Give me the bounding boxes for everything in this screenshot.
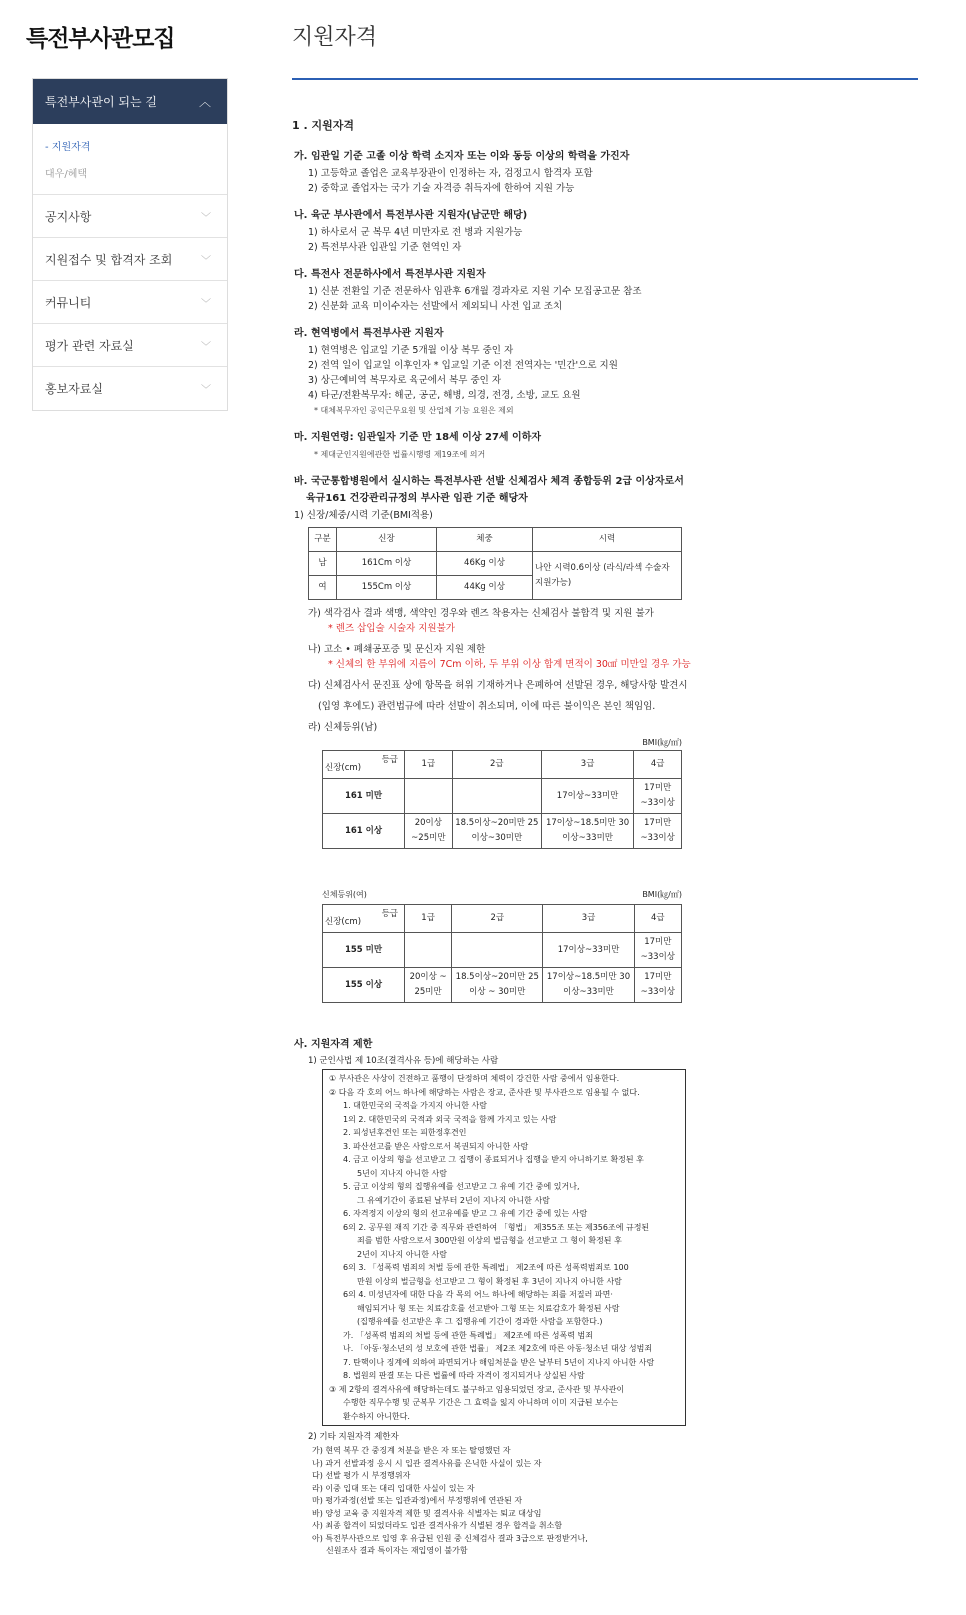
box-line: 죄를 범한 사람으로서 300만원 이상의 벌금형을 선고받고 그 형이 확정된 후 <box>357 1236 622 1245</box>
section-title: 다. 특전사 전문하사에서 특전부사관 지원자 <box>294 269 486 280</box>
list-item: 1) 현역병은 입교일 기준 5개월 이상 복무 중인 자 <box>308 345 514 356</box>
table-cell <box>452 779 541 814</box>
list-item: 가) 색각검사 결과 색맹, 색약인 경우와 렌즈 착용자는 신체검사 불합격 및 지원 불가 <box>308 608 654 619</box>
section-da <box>292 267 922 314</box>
menu-item-notice[interactable] <box>33 195 227 238</box>
menu-item-label: 홍보자료실 <box>45 382 103 396</box>
table-header: 체중 <box>437 528 533 552</box>
menu-item-label: 커뮤니티 <box>45 295 92 310</box>
note: * 제대군인지원에관한 법률시행령 제19조에 의거 <box>314 450 486 459</box>
box-line: 7. 탄핵이나 징계에 의하여 파면되거나 해임처분을 받은 날부터 5년이 지나지 아니한 사람 <box>343 1357 655 1367</box>
menu-head[interactable] <box>33 79 227 124</box>
table-header: 등급 <box>381 909 398 919</box>
body-standard-table <box>308 527 922 600</box>
box-line: 2년이 지나지 아니한 사람 <box>357 1249 447 1259</box>
table-header: 등급 <box>381 755 398 765</box>
table-cell: 155 미만 <box>323 933 405 968</box>
box-line: ② 다음 각 호의 어느 하나에 해당하는 사람은 장교, 준사관 및 부사관으로 임용될 수 없다. <box>329 1087 640 1097</box>
table-header: 신장(cm) <box>325 763 362 773</box>
female-grade-block <box>322 887 922 1003</box>
chevron-up-icon[interactable]: ︿ <box>198 95 211 109</box>
title-divider <box>292 78 918 80</box>
list-item: 라) 신체등위(남) <box>308 722 378 733</box>
chevron-down-icon: ﹀ <box>201 212 211 224</box>
list-item: 가) 현역 복무 간 중징계 처분을 받은 자 또는 탈영했던 자 <box>312 1446 511 1455</box>
misc-list <box>312 1445 922 1558</box>
section-na <box>292 208 922 255</box>
menu-item-eval[interactable] <box>33 324 227 367</box>
box-line: 만원 이상의 벌금형을 선고받고 그 형이 확정된 후 3년이 지나지 아니한 사람 <box>357 1276 622 1286</box>
section-title: 바. 국군통합병원에서 실시하는 특전부사관 선발 신체검사 체격 종합등위 2급 이상자로서 <box>294 476 684 487</box>
table-header: 1급 <box>405 905 452 933</box>
table-header: 시력 <box>533 528 682 552</box>
list-item: 1) 신장/체중/시력 기준(BMI적용) <box>294 510 433 521</box>
list-item: 라) 이중 입대 또는 대리 입대한 사실이 있는 자 <box>312 1483 475 1493</box>
table-header <box>323 905 405 933</box>
list-item: 1) 신분 전환일 기준 전문하사 임관후 6개월 경과자로 지원 기수 모집공고문 참조 <box>308 286 642 297</box>
restriction-box <box>322 1069 686 1426</box>
box-line: 환수하지 아니한다. <box>343 1411 410 1421</box>
table-header: 신장 <box>337 528 437 552</box>
table-cell <box>452 933 543 968</box>
table-cell: 155 이상 <box>323 968 405 1003</box>
table-cell: 18.5이상~20미만 25이상 ~ 30미만 <box>452 968 543 1003</box>
section-title: 사. 지원자격 제한 <box>294 1039 373 1050</box>
list-item: 2) 기타 지원자격 제한자 <box>308 1432 399 1442</box>
table-header <box>323 751 405 779</box>
female-grade-label: 신체등위(여) <box>322 890 367 899</box>
menu-item-label: 평가 관련 자료실 <box>45 338 134 353</box>
box-line: 6. 자격정지 이상의 형의 선고유예를 받고 그 유예 기간 중에 있는 사람 <box>343 1209 588 1218</box>
box-line: 6의 3. 「성폭력 범죄의 처벌 등에 관한 특례법」 제2조에 따른 성폭력범죄로 100 <box>343 1263 629 1272</box>
table-cell: 161 미만 <box>323 779 405 814</box>
table-cell: 17이상~18.5미만 30이상~33미만 <box>541 814 633 849</box>
box-line: 1. 대한민국의 국적을 가지지 아니한 사람 <box>343 1101 487 1110</box>
list-item: 나) 과거 선발과정 응시 시 입관 결격사유를 은닉한 사실이 있는 자 <box>312 1458 542 1468</box>
table-header: 신장(cm) <box>325 917 362 927</box>
table-header: 1급 <box>405 751 453 779</box>
table-cell: 20이상 ~ 25미만 <box>405 968 452 1003</box>
table-cell <box>405 933 452 968</box>
section-ga <box>292 149 922 196</box>
list-item: 나) 고소 • 폐쇄공포증 및 문신자 지원 제한 <box>308 644 486 655</box>
box-line: 6의 4. 미성년자에 대한 다음 각 목의 어느 하나에 해당하는 죄를 저질러 파면· <box>343 1290 613 1299</box>
list-item: 1) 하사로서 군 복무 4년 미만자로 전 병과 지원가능 <box>308 227 523 238</box>
table-cell: 46Kg 이상 <box>437 552 533 576</box>
table-cell: 여 <box>309 576 337 600</box>
menu-item-label: 공지사항 <box>45 209 92 224</box>
table-cell: 17미만~33이상 <box>634 814 682 849</box>
content <box>292 118 922 1570</box>
warning-note: * 렌즈 삽입술 시술자 지원불가 <box>328 623 455 634</box>
list-item: 2) 특전부사관 입관일 기준 현역인 자 <box>308 242 462 253</box>
section-title-cont: 육규161 건강관리규정의 부사관 임관 기준 해당자 <box>306 493 528 504</box>
box-line: 5. 금고 이상의 형의 집행유예를 선고받고 그 유예 기간 중에 있거나, <box>343 1182 580 1191</box>
submenu <box>33 124 227 195</box>
site-title[interactable]: 특전부사관모집 <box>26 26 175 52</box>
table-cell: 나안 시력0.6이상 (라식/라섹 수술자 지원가능) <box>533 552 682 600</box>
box-line: 5년이 지나지 아니한 사람 <box>357 1168 447 1178</box>
box-line: 나. 「아동·청소년의 성 보호에 관한 법률」 제2조 제2호에 따른 아동·청소년 대상 성범죄 <box>343 1344 653 1353</box>
section-heading: 1 . 지원자격 <box>292 119 354 132</box>
box-line: 해임되거나 형 또는 치료감호를 선고받아 그형 또는 치료감호가 확정된 사람 <box>357 1303 620 1313</box>
list-item: 신원조사 결과 특이자는 재입영이 불가함 <box>326 1546 468 1555</box>
box-line: ① 부사관은 사상이 건전하고 품행이 단정하며 체력이 강건한 사람 중에서 임용한다. <box>329 1074 620 1083</box>
submenu-item-benefits[interactable]: 대우/혜택 <box>45 169 88 180</box>
box-line: 그 유예기간이 종료된 날부터 2년이 지나지 아니한 사람 <box>357 1195 550 1205</box>
menu-item-pr[interactable] <box>33 367 227 410</box>
section-title: 마. 지원연령: 임관일자 기준 만 18세 이상 27세 이하자 <box>294 432 542 443</box>
table-header: 2급 <box>452 751 541 779</box>
list-item: 다) 선발 평가 시 부정행위자 <box>312 1471 411 1480</box>
side-menu <box>32 78 228 411</box>
section-title: 라. 현역병에서 특전부사관 지원자 <box>294 328 444 339</box>
chevron-down-icon: ﹀ <box>201 298 211 310</box>
menu-item-label: 지원접수 및 합격자 조회 <box>45 252 173 267</box>
table-cell: 17이상~33미만 <box>541 779 633 814</box>
table-cell: 20이상~25미만 <box>405 814 453 849</box>
section-title: 나. 육군 부사관에서 특전부사관 지원자(남군만 해당) <box>294 210 528 221</box>
section-ra <box>292 326 922 418</box>
box-line: 4. 금고 이상의 형을 선고받고 그 집행이 종료되거나 집행을 받지 아니하기로 확정된 후 <box>343 1155 644 1164</box>
table-cell: 161Cm 이상 <box>337 552 437 576</box>
table-cell: 17미만~33이상 <box>634 968 681 1003</box>
list-item: 2) 중학교 졸업자는 국가 기술 자격증 취득자에 한하여 지원 가능 <box>308 183 575 194</box>
list-item: 2) 전역 일이 입교일 이후인자 * 입교일 기준 이전 전역자는 '민간'으로 지원 <box>308 360 618 371</box>
list-item: 3) 상근예비역 복무자로 육군에서 복무 중인 자 <box>308 375 502 386</box>
box-line: 6의 2. 공무원 재직 기간 중 직무와 관련하여 「형법」 제355조 또는 제356조에 규정된 <box>343 1222 650 1232</box>
list-item: 아) 특전부사관으로 입영 후 유급된 인원 중 신체검사 결과 3급으로 판정받거나, <box>312 1533 588 1543</box>
chevron-down-icon: ﹀ <box>201 385 211 396</box>
table-header: 4급 <box>634 751 682 779</box>
list-item: 2) 신분화 교육 미이수자는 선발에서 제외되니 사전 입교 조치 <box>308 301 563 312</box>
note: * 대체복무자인 공익근무요원 및 산업체 기능 요원은 제외 <box>314 406 514 415</box>
table-header: 4급 <box>634 905 681 933</box>
table-cell: 17이상~33미만 <box>543 933 634 968</box>
box-line: 2. 피성년후견인 또는 피한정후견인 <box>343 1128 467 1137</box>
list-item: 다) 신체검사서 문진표 상에 항목을 허위 기재하거나 은폐하여 선발된 경우, 해당사항 발견시 <box>308 680 688 691</box>
table-cell: 44Kg 이상 <box>437 576 533 600</box>
page-title: 지원자격 <box>292 25 378 50</box>
table-cell: 155Cm 이상 <box>337 576 437 600</box>
box-line: 3. 파산선고를 받은 사람으로서 복권되지 아니한 사람 <box>343 1141 529 1151</box>
list-item: 1) 고등학교 졸업은 교육부장관이 인정하는 자, 검정고시 합격자 포함 <box>308 168 593 179</box>
chevron-down-icon: ﹀ <box>201 341 211 353</box>
chevron-down-icon: ﹀ <box>201 255 211 267</box>
box-line: 8. 법원의 판결 또는 다른 법률에 따라 자격이 정지되거나 상실된 사람 <box>343 1371 585 1380</box>
table-cell: 17이상~18.5미만 30이상~33미만 <box>543 968 634 1003</box>
table-header: 3급 <box>543 905 634 933</box>
table-cell: 남 <box>309 552 337 576</box>
table-header: 2급 <box>452 905 543 933</box>
section-title: 가. 임관일 기준 고졸 이상 학력 소지자 또는 이와 동등 이상의 학력을 가진자 <box>294 151 630 162</box>
table-cell: 17미만~33이상 <box>634 933 681 968</box>
list-item: 4) 타군/전환복무자: 해군, 공군, 해병, 의경, 전경, 소방, 교도 요원 <box>308 390 581 401</box>
list-item: 사) 최종 합격이 되었더라도 입관 결격사유가 식별된 경우 합격을 취소함 <box>312 1521 563 1530</box>
table-header: 구분 <box>309 528 337 552</box>
box-line: 수행한 직무수행 및 군복무 기간은 그 효력을 잃지 아니하며 이미 지급된 보수는 <box>343 1398 619 1407</box>
male-grade-block <box>322 735 922 849</box>
box-line: ③ 제 2항의 결격사유에 해당하는데도 불구하고 임용되었던 장교, 준사관 및 부사관이 <box>329 1384 625 1394</box>
bmi-unit: BMI(㎏/㎡) <box>642 890 682 899</box>
submenu-item-qualification[interactable]: - 지원자격 <box>33 132 227 159</box>
table-cell: 161 이상 <box>323 814 405 849</box>
menu-head-label: 특전부사관이 되는 길 <box>45 95 157 109</box>
section-ba <box>292 474 922 1003</box>
box-line: 가. 「성폭력 범죄의 처벌 등에 관한 특례법」 제2조에 따른 성폭력 범죄 <box>343 1330 593 1340</box>
table-cell: 18.5이상~20미만 25이상~30미만 <box>452 814 541 849</box>
menu-item-community[interactable] <box>33 281 227 324</box>
section-sa <box>292 1037 922 1558</box>
warning-note: * 신체의 한 부위에 지름이 7Cm 이하, 두 부위 이상 합계 면적이 30㎠ 미만일 경우 가능 <box>328 659 691 670</box>
table-cell: 17미만~33이상 <box>634 779 682 814</box>
list-item: 마) 평가과정(선발 또는 입관과정)에서 부정행위에 연관된 자 <box>312 1496 523 1505</box>
list-item: 바) 양성 교육 중 지원자격 제한 및 결격사유 식별자는 퇴교 대상임 <box>312 1508 542 1518</box>
list-item: 1) 군인사법 제 10조(결격사유 등)에 해당하는 사람 <box>308 1056 499 1066</box>
menu-item-apply[interactable] <box>33 238 227 281</box>
list-item: (입영 후에도) 관련법규에 따라 선발이 취소되며, 이에 따른 불이익은 본인 책임임. <box>318 701 656 712</box>
section-ma <box>292 430 922 462</box>
box-line: (집행유예를 선고받은 후 그 집행유예 기간이 경과한 사람을 포함한다.) <box>357 1317 603 1326</box>
box-line: 1의 2. 대한민국의 국적과 외국 국적을 함께 가지고 있는 사람 <box>343 1114 557 1124</box>
table-header: 3급 <box>541 751 633 779</box>
table-cell <box>405 779 453 814</box>
bmi-unit: BMI(㎏/㎡) <box>642 738 682 747</box>
